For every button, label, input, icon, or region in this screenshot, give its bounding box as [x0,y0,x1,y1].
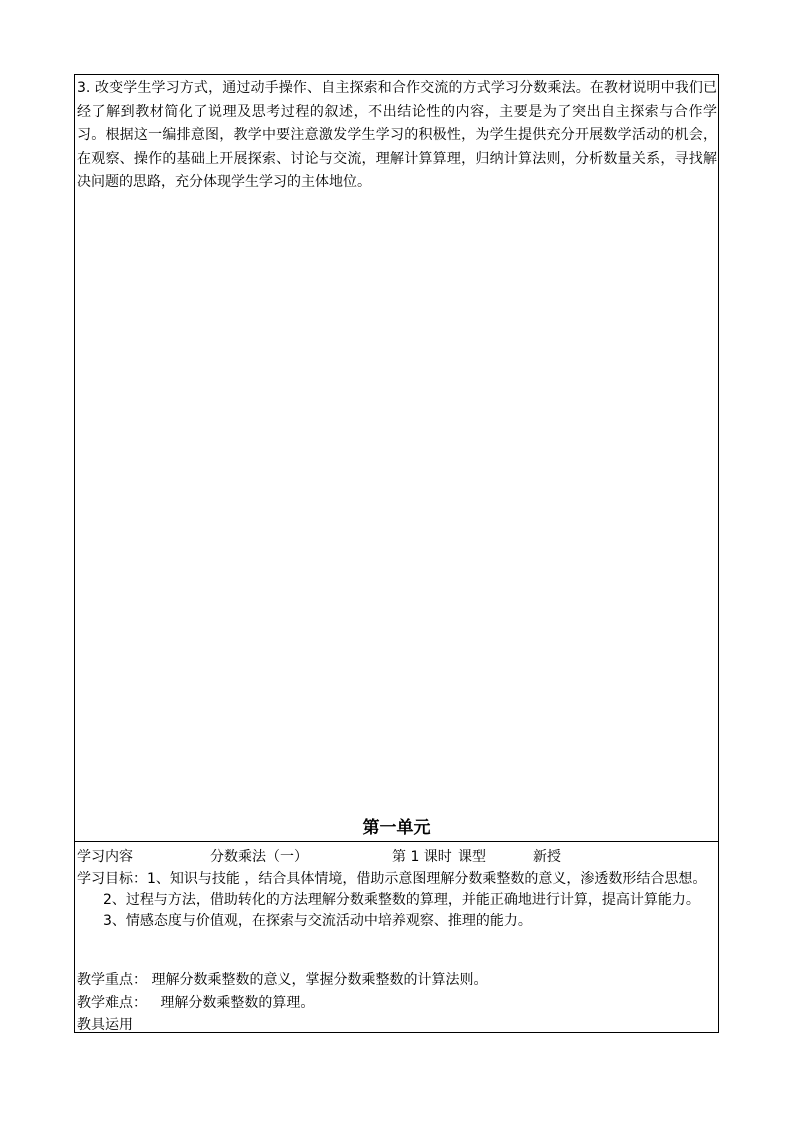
content-label: 学习内容 [77,849,133,865]
goal-3: 3、情感态度与价值观，在探索与交流活动中培养观察、推理的能力。 [103,913,532,929]
table-row-divider [75,841,718,842]
difficulty [77,993,717,1014]
goal-1: 学习目标：1、知识与技能 ，结合具体情境，借助示意图理解分数乘整数的意义，渗透数形结合思想。 [77,871,707,887]
key-point-label: 教学重点： [77,972,147,988]
period-value: 第 1 课时 [392,849,452,865]
teaching-tools: 教具运用 [77,1017,133,1033]
teaching-suggestion-paragraph: 3. 改变学生学习方式，通过动手操作、自主探索和合作交流的方式学习分数乘法。在教材说明中我们已经了解到教材简化了说理及思考过程的叙述，不出结论性的内容，主要是为了突出自主探索与合作学习。根据这一编排意图，教学中要注意激发学生学习的积极性，为学生提供充分开展数学活动的机会，在观察、操作的基础上开展探索、讨论与交流，理解计算算理，归纳计算法则，分析数量关系，寻找解决问题的思路，充分体现学生学习的主体地位。 [77,80,717,190]
goal-2: 2、过程与方法，借助转化的方法理解分数乘整数的算理，并能正确地进行计算，提高计算能力。 [103,892,700,908]
unit-title: 第一单元 [362,818,431,838]
lesson-plan-table [74,74,719,1033]
learning-goals [77,869,717,932]
goals-label: 学习目标： [77,871,147,887]
type-label: 课型 [458,849,486,865]
key-point [77,970,717,991]
difficulty-label: 教学难点： [77,995,147,1011]
key-point-value: 理解分数乘整数的意义，掌握分数乘整数的计算法则。 [151,972,488,988]
type-value: 新授 [533,849,561,865]
difficulty-value: 理解分数乘整数的算理。 [160,995,315,1011]
content-value: 分数乘法（一） [210,849,308,865]
